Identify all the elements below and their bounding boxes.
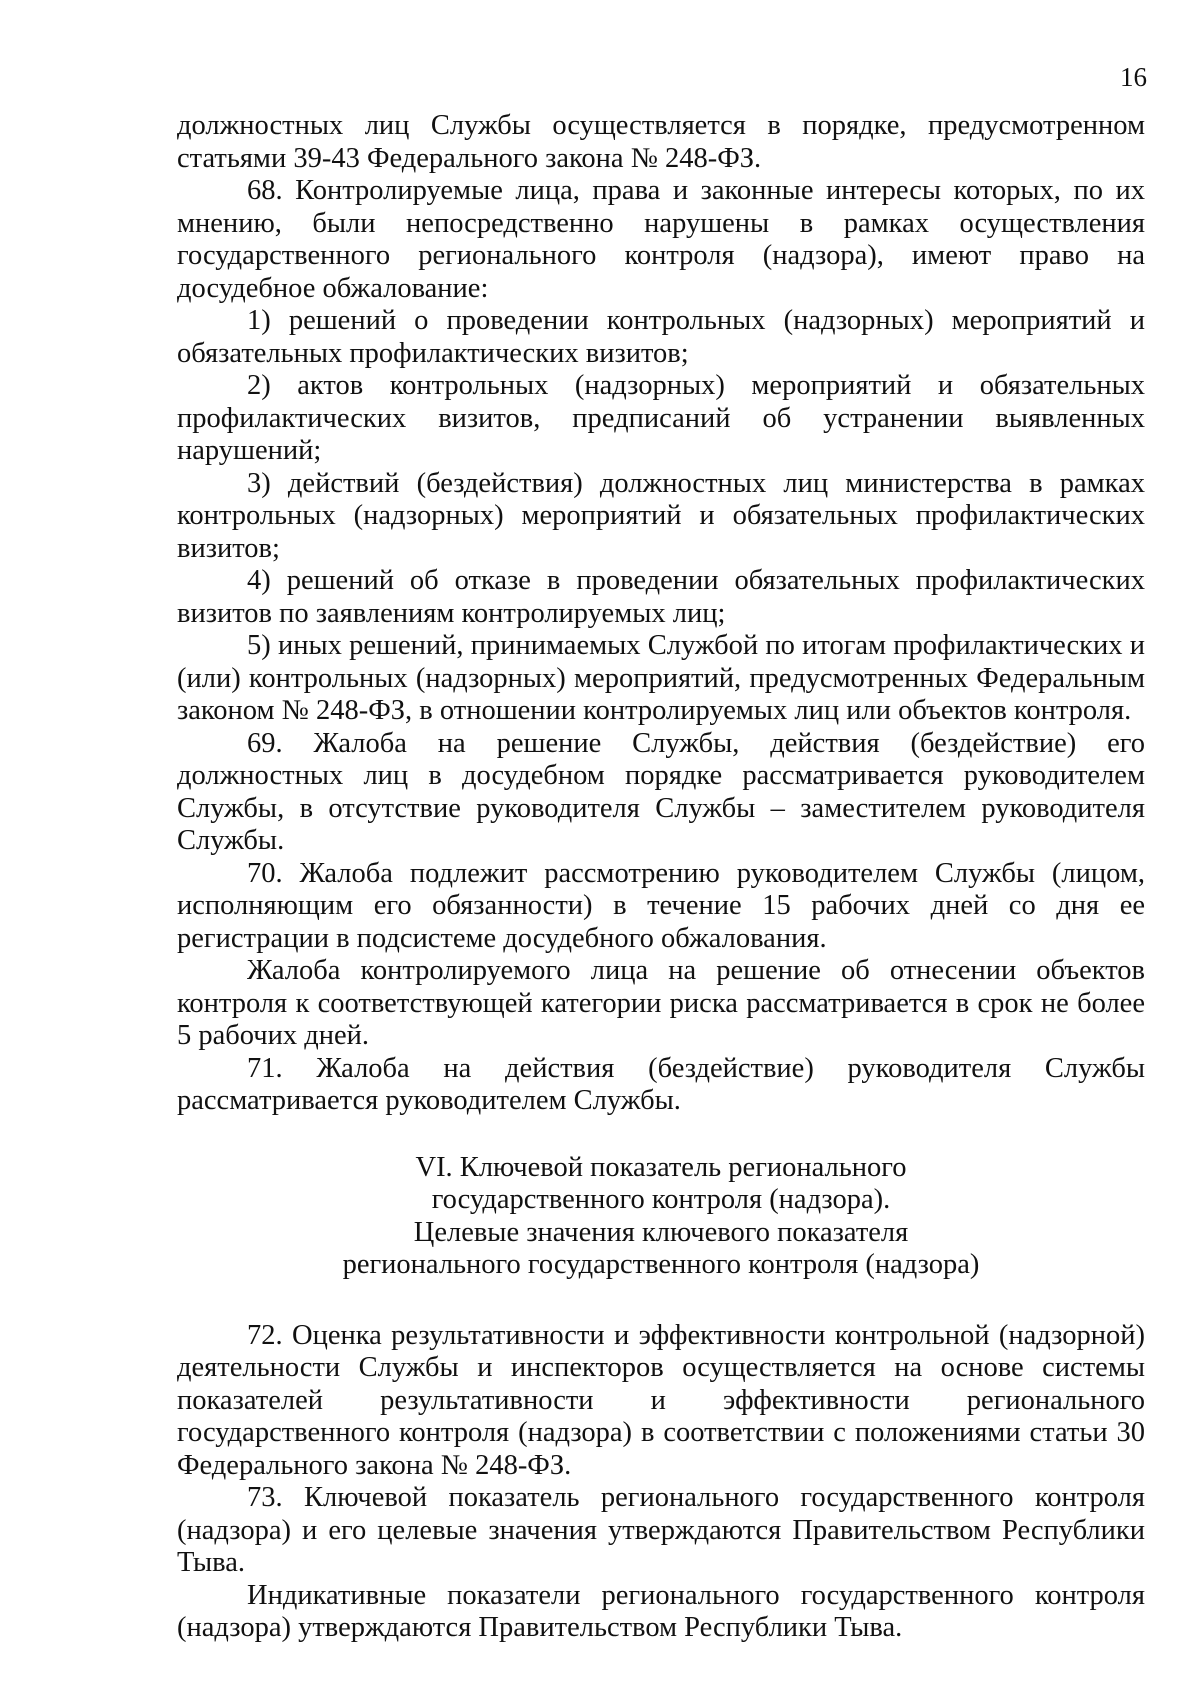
list-item-4: 4) решений об отказе в проведении обязательных профилактических визитов по заявлениям контролируемых лиц;	[177, 565, 1145, 629]
page-number: 16	[1120, 62, 1147, 92]
paragraph-71: 71. Жалоба на действия (бездействие) руководителя Службы рассматривается руководителем Службы.	[177, 1052, 1145, 1116]
section-heading-line: регионального государственного контроля (надзора)	[342, 1249, 980, 1280]
list-item-2: 2) актов контрольных (надзорных) мероприятий и обязательных профилактических визитов, предписаний об устранении выявленных нарушений;	[177, 370, 1145, 466]
paragraph-70: 70. Жалоба подлежит рассмотрению руководителем Службы (лицом, исполняющим его обязанности) в течение 15 рабочих дней со дня ее регистрации в подсистеме досудебного обжалования.	[177, 857, 1145, 954]
list-item-3: 3) действий (бездействия) должностных лиц министерства в рамках контрольных (надзорных) мероприятий и обязательных профилактических визитов;	[177, 467, 1145, 564]
section-heading-line: государственного контроля (надзора).	[431, 1184, 891, 1215]
paragraph-indicators: Индикативные показатели регионального государственного контроля (надзора) утверждаются Правительством Республики Тыва.	[177, 1579, 1145, 1643]
paragraph-continuation: должностных лиц Службы осуществляется в порядке, предусмотренном статьями 39-43 Федерального закона № 248-ФЗ.	[177, 110, 1145, 174]
paragraph-72: 72. Оценка результативности и эффективности контрольной (надзорной) деятельности Службы и инспекторов осуществляется на основе системы показателей результативности и эффективности регионального государственного контроля (надзора) в соответствии с положениями статьи 30 Федерального закона № 248-ФЗ.	[177, 1319, 1145, 1481]
section-heading-line: Целевые значения ключевого показателя	[413, 1216, 909, 1248]
paragraph-73: 73. Ключевой показатель регионального государственного контроля (надзора) и его целевые значения утверждаются Правительством Республики Тыва.	[177, 1482, 1145, 1578]
list-item-1: 1) решений о проведении контрольных (надзорных) мероприятий и обязательных профилактических визитов;	[177, 305, 1145, 369]
section-heading-line: VI. Ключевой показатель регионального	[415, 1151, 907, 1183]
document-text	[177, 110, 1145, 1645]
paragraph-70-complaint: Жалоба контролируемого лица на решение об отнесении объектов контроля к соответствующей категории риска рассматривается в срок не более 5 рабочих дней.	[177, 955, 1145, 1051]
paragraph-68: 68. Контролируемые лица, права и законные интересы которых, по их мнению, были непосредственно нарушены в рамках осуществления государственного регионального контроля (надзора), имеют право на досудебное обжалование:	[177, 175, 1145, 304]
list-item-5: 5) иных решений, принимаемых Службой по итогам профилактических и (или) контрольных (надзорных) мероприятий, предусмотренных Федеральным законом № 248-ФЗ, в отношении контролируемых лиц или объектов контроля.	[177, 630, 1145, 726]
section-heading	[177, 1152, 1145, 1282]
paragraph-69: 69. Жалоба на решение Службы, действия (бездействие) его должностных лиц в досудебном порядке рассматривается руководителем Службы, в отсутствие руководителя Службы – заместителем руководителя Службы.	[177, 727, 1145, 856]
